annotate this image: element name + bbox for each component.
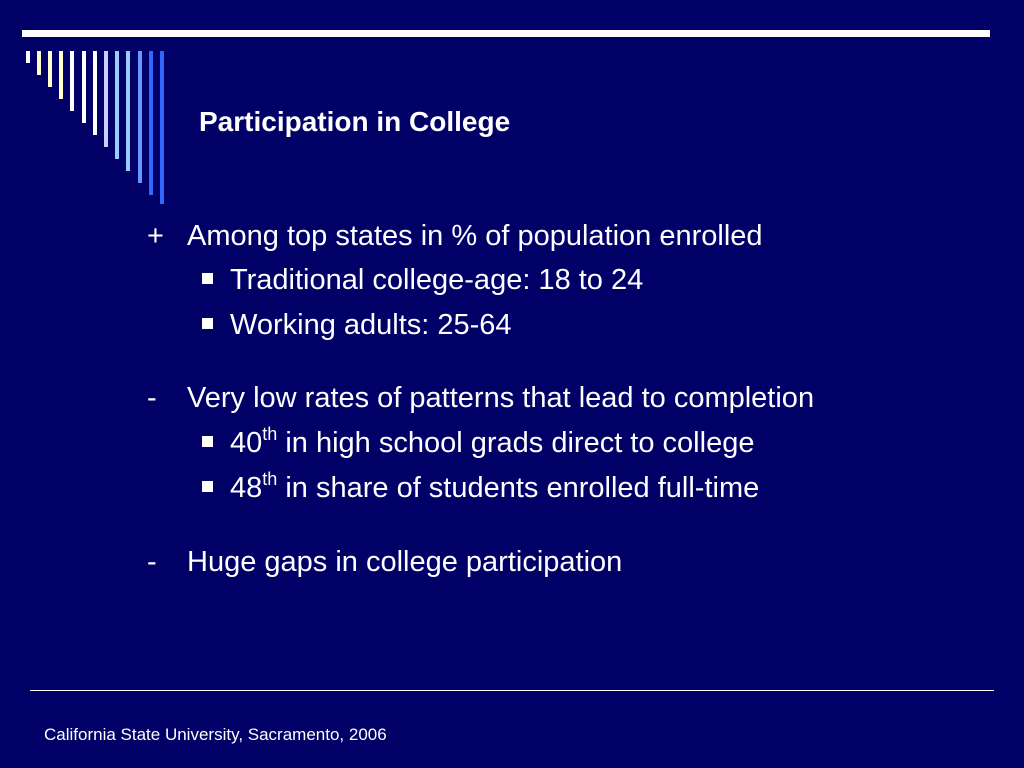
sub-bullet-item <box>202 469 760 505</box>
stripe-4 <box>59 51 63 99</box>
stripe-13 <box>160 51 164 204</box>
sub-bullet-item <box>202 309 512 342</box>
stripe-6 <box>82 51 86 123</box>
rank-suffix: th <box>262 469 278 489</box>
stripe-12 <box>149 51 153 195</box>
bullet-item <box>147 546 622 579</box>
sub-bullet-text: in high school grads direct to college <box>277 427 755 459</box>
bullet-item <box>147 382 814 415</box>
sub-bullet-item <box>202 264 643 297</box>
sub-bullet-item <box>202 424 755 460</box>
square-bullet-icon <box>202 318 213 329</box>
stripe-2 <box>37 51 41 75</box>
square-bullet-icon <box>202 481 213 492</box>
sub-bullet-text: Traditional college-age: 18 to 24 <box>230 264 644 296</box>
square-bullet-icon <box>202 436 213 447</box>
bullet-text: Among top states in % of population enrolled <box>187 220 763 252</box>
minus-marker: - <box>147 546 157 578</box>
rank-number: 40 <box>230 427 263 459</box>
sub-bullet-text: Working adults: 25-64 <box>230 309 512 341</box>
stripe-9 <box>115 51 119 159</box>
plus-marker: + <box>147 220 164 252</box>
footer-text: California State University, Sacramento, 2006 <box>44 725 387 744</box>
stripe-10 <box>126 51 130 171</box>
minus-marker: - <box>147 382 157 414</box>
rank-suffix: th <box>262 424 278 444</box>
stripe-7 <box>93 51 97 135</box>
slide-title: Participation in College <box>199 106 511 137</box>
stripe-11 <box>138 51 142 183</box>
stripe-3 <box>48 51 52 87</box>
sub-bullet-text: in share of students enrolled full-time <box>277 472 760 504</box>
stripe-1 <box>26 51 30 63</box>
bullet-text: Huge gaps in college participation <box>187 546 623 578</box>
footer-rule <box>30 690 994 691</box>
bullet-text: Very low rates of patterns that lead to completion <box>187 382 815 414</box>
stripe-8 <box>104 51 108 147</box>
square-bullet-icon <box>202 273 213 284</box>
rank-number: 48 <box>230 472 263 504</box>
decorative-stripes <box>0 0 200 220</box>
bullet-item <box>147 220 763 253</box>
stripe-5 <box>70 51 74 111</box>
